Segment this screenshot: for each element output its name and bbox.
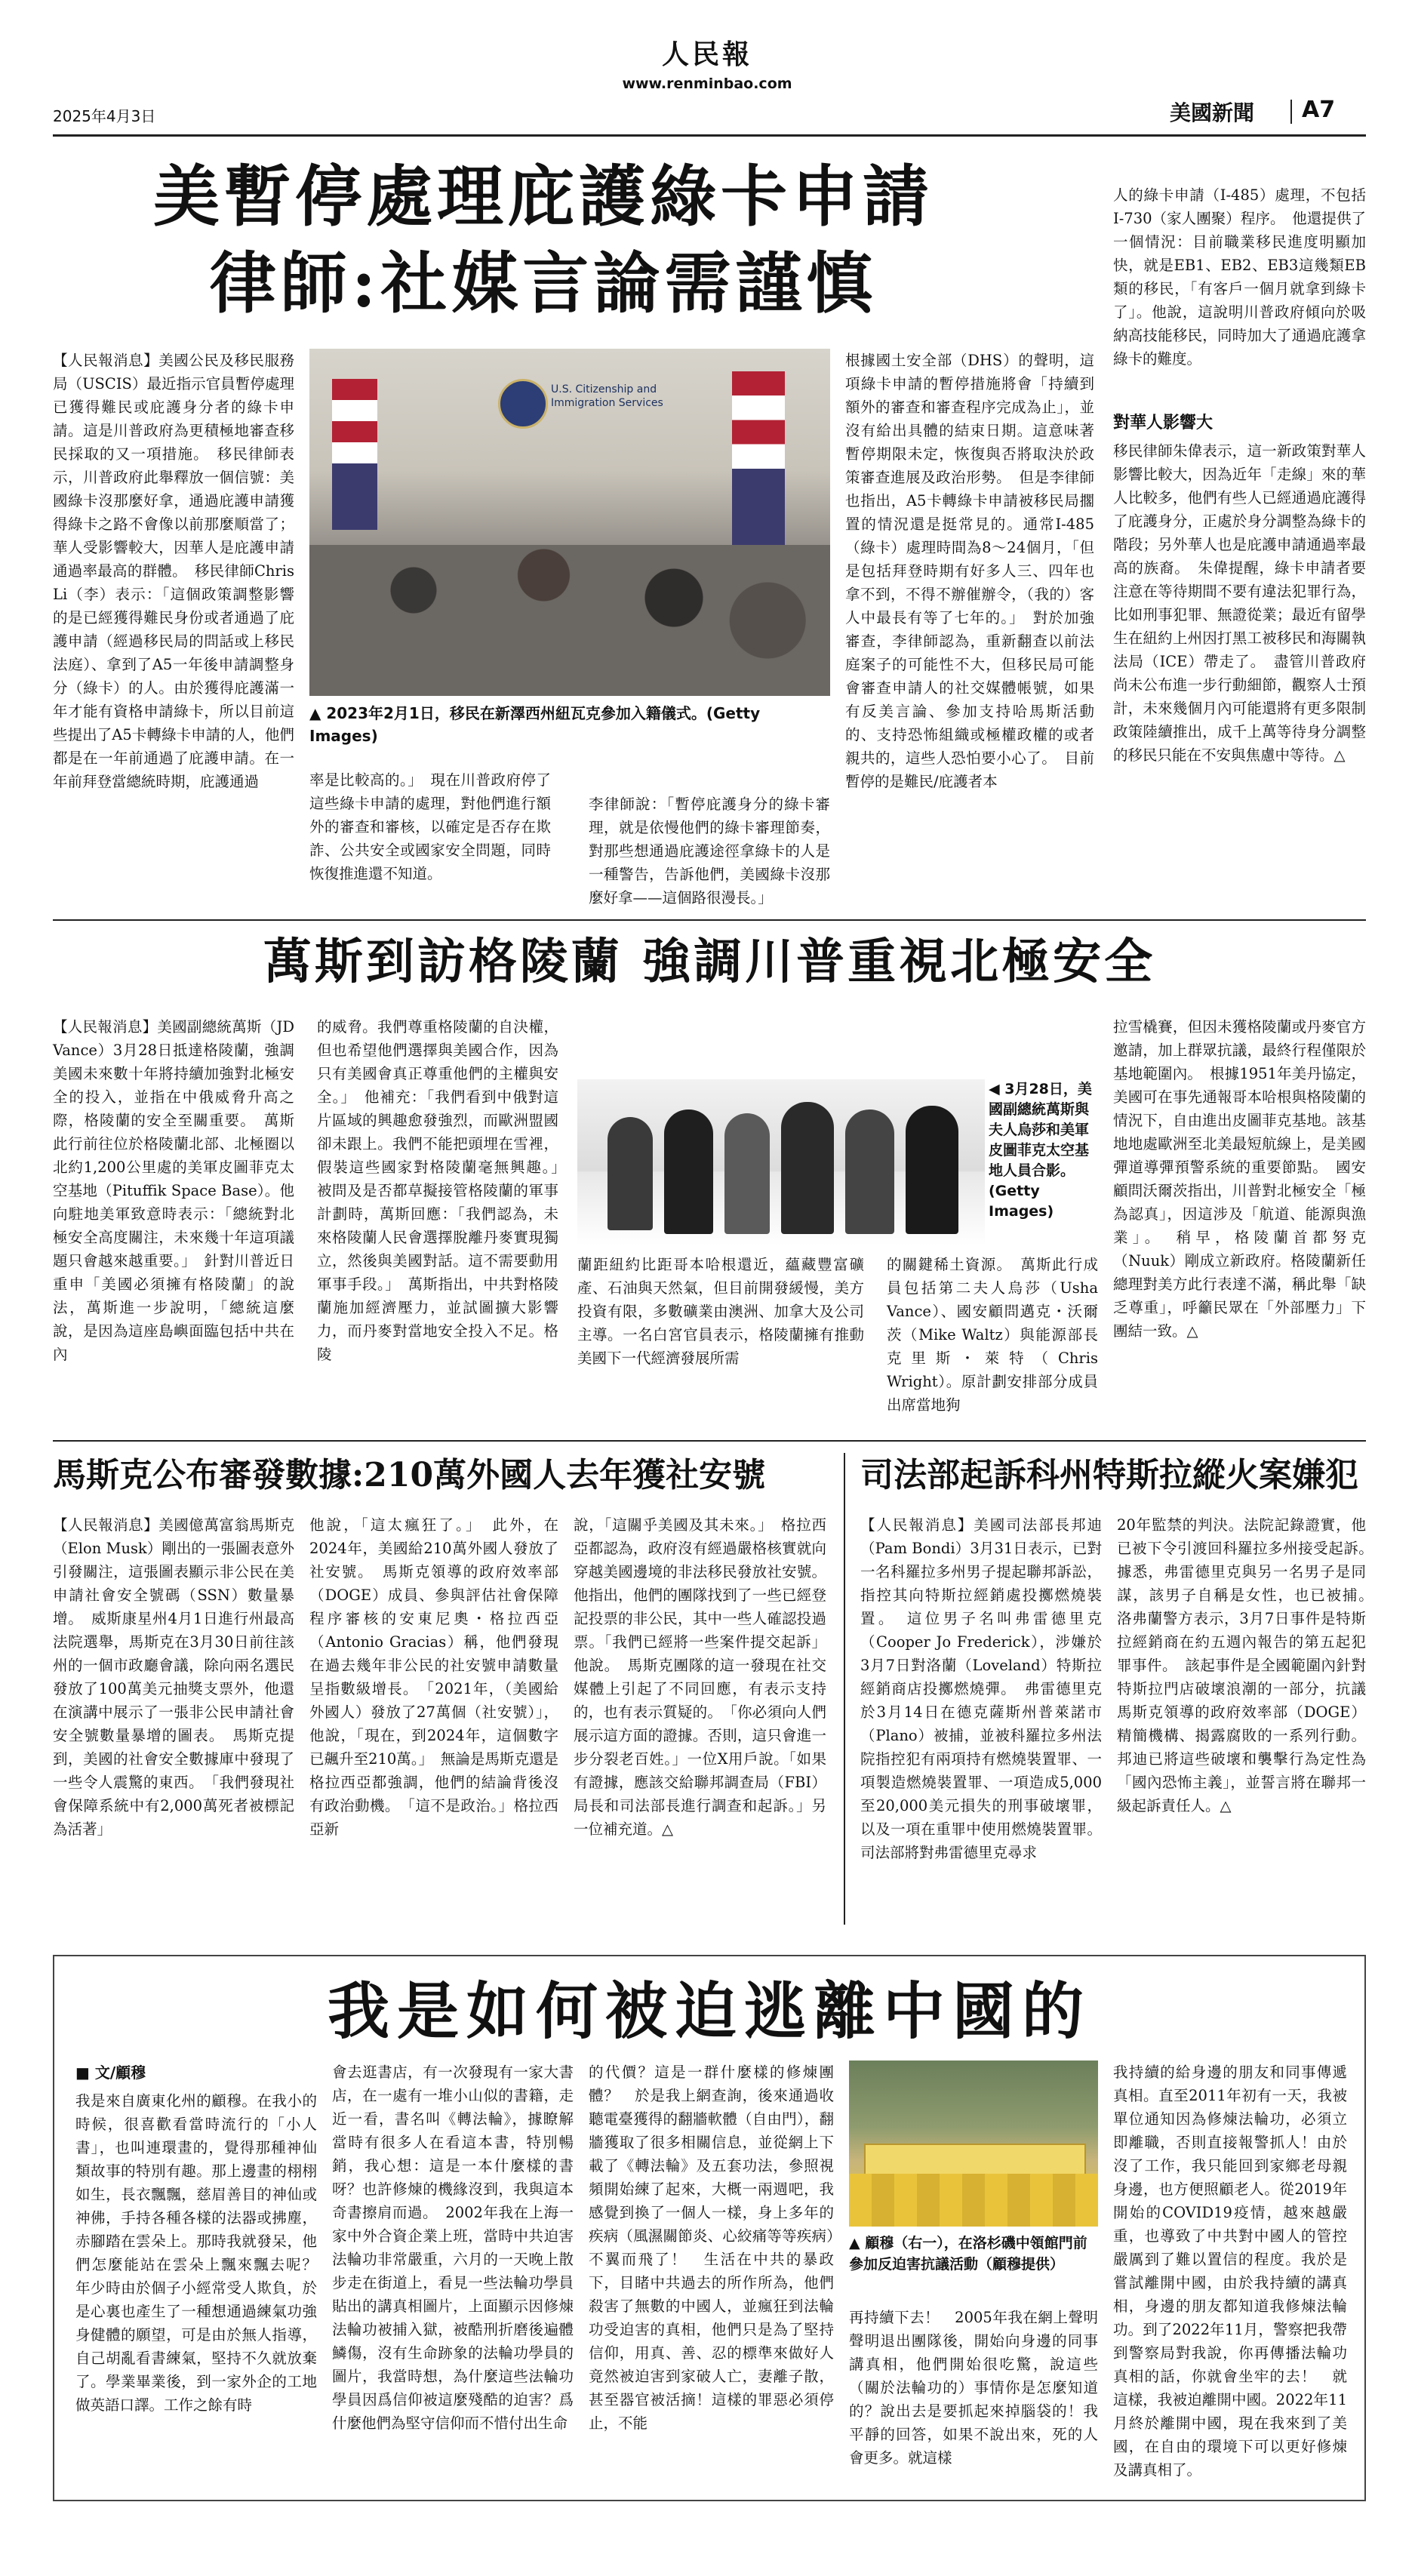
flag-left bbox=[332, 379, 377, 530]
masthead: 人民報 bbox=[661, 38, 752, 70]
issue-date: 2025年4月3日 bbox=[53, 107, 156, 125]
article1-bottom-rule bbox=[53, 919, 1366, 921]
article3-col2-text: 他說，「這太瘋狂了。」 此外，在2024年，美國給210萬外國人發放了社安號。 馬斯克領導的政府效率部（DOGE）成員、參與評估社會保障程序審核的安東尼奧・格拉西亞（Antonio Gracias）稱，他們發現在過去幾年非公民的社安號申請數量呈指數級增長。 「2021年，（美國給外國人）發放了27萬個（社安號）」，他說，「現在，到2024年，這個數字已飆升至210萬。」 無論是馬斯克還是格拉西亞都強調，他們的結論背後沒有政治動機。 「這不是政治。」格拉西亞新 bbox=[309, 1516, 558, 1838]
article1-col2a-text: 率是比較高的。」 現在川普政府停了這些綠卡申請的處理，對他們進行額外的審查和審核，以確定是否存在欺詐、公共安全或國家安全問題，同時恢復推進還不知道。 bbox=[309, 771, 551, 882]
article2-col2-text: 的威脅。我們尊重格陵蘭的自決權，但也希望他們選擇與美國合作，因為只有美國會真正尊重他們的主權與安全。」 他補充：「我們看到中俄對這片區域的興趣愈發強烈，而歐洲盟國卻未跟上。我們不能把頭埋在雪裡，假裝這些國家對格陵蘭毫無興趣。」 被問及是否都草擬接管格陵蘭的軍事計劃時，萬斯回應：「我們認為，未來格陵蘭人民會選擇脫離丹麥實現獨立，然後與美國對話。這不需要動用軍事手段。」 萬斯指出，中共對格陵蘭施加經濟壓力，並試圖擴大影響力，而丹麥對當地安全投入不足。格陵 bbox=[317, 1018, 574, 1363]
article4-col1-text: 【人民報消息】美國司法部長邦迪（Pam Bondi）3月31日表示，已對一名科羅拉多州男子提起聯邦訴訟，指控其向特斯拉經銷處投擲燃燒裝置。 這位男子名叫弗雷德里克（Cooper Jo Frederick），涉嫌於3月7日對洛蘭（Loveland）特斯拉經銷商店投擲燃燒彈。 弗雷德里克於3月14日在德克薩斯州普萊諾市（Plano）被捕，並被科羅拉多州法院指控犯有兩項持有燃燒裝置罪、一項製造燃燒裝置罪、一項造成5,000至20,000美元損失的刑事破壞罪，以及一項在重罪中使用燃燒裝置罪。司法部將對弗雷德里克尋求 bbox=[860, 1516, 1102, 1861]
article2-col3-text: 蘭距紐約比距哥本哈根還近，蘊藏豐富礦產、石油與天然氣，但目前開發緩慢，美方投資有限，多數礦業由澳洲、加拿大及公司主導。一名白宮官員表示，格陵蘭擁有推動美國下一代經濟發展所需 bbox=[577, 1256, 864, 1367]
article1-photo-caption: ▲ 2023年2月1日，移民在新澤西州紐瓦克參加入籍儀式。(Getty Images) bbox=[309, 704, 761, 745]
article1-col4 bbox=[1113, 183, 1366, 395]
article1-col3-text: 根據國土安全部（DHS）的聲明，這項綠卡申請的暫停措施將會「持續到額外的審查和審查程序完成為止」，並沒有給出具體的結束日期。這意味著暫停期限未定，恢復與否將取決於政策審查進展及政治形勢。 但是李律師也指出，A5卡轉綠卡申請被移民局擱置的情況還是挺常見的。通常I-485（綠卡）處理時間為8～24個月，「但是包括拜登時期有好多人三、四年也拿不到，不得不辦催辦令，（我的）客人中最長有等了七年的。」 對於加強審查，李律師認為，重新翻查以前法庭案子的可能性不大，但移民局可能會審查申請人的社交媒體帳號，如果有反美言論、參加支持哈馬斯活動的、支持恐怖組織或極權政權的或者親共的，這些人恐怕要小心了。 目前暫停的是難民/庇護者本 bbox=[845, 352, 1094, 790]
seal-icon bbox=[498, 379, 548, 429]
article3-col3-text: 說，「這關乎美國及其未來。」 格拉西亞都認為，政府沒有經過嚴格核實就向穿越美國邊境的非法移民發放社安號。他指出，他們的團隊找到了一些已經登記投票的非公民，其中一些人確認投過票。「我們已經將一些案件提交起訴」他說。 馬斯克團隊的這一發現在社交媒體上引起了不同回應，有表示支持的，也有表示質疑的。 「你必須向人們展示這方面的證據。否則，這只會進一步分裂老百姓。」一位X用戶說。「如果有證據，應該交給聯邦調查局（FBI）局長和司法部長進行調查和起訴。」另一位補充道。△ bbox=[574, 1516, 826, 1838]
banner bbox=[864, 2144, 1086, 2177]
article3-col3 bbox=[574, 1513, 826, 1925]
article2-bottom-rule bbox=[53, 1440, 1366, 1442]
article5-col5 bbox=[1113, 2060, 1347, 2482]
article4-col2 bbox=[1117, 1513, 1381, 1925]
section-divider bbox=[1290, 100, 1292, 124]
protesters bbox=[849, 2174, 1098, 2227]
article1-headline-line2: 律師:社媒言論需謹慎 bbox=[209, 244, 878, 322]
article2-col5 bbox=[1113, 1015, 1366, 1430]
seated-crowd bbox=[309, 545, 830, 696]
article1-col3 bbox=[845, 349, 1094, 912]
article2-col5-text: 拉雪橇賽，但因未獲格陵蘭或丹麥官方邀請，加上群眾抗議，最終行程僅限於基地範圍內。 根據1951年美丹協定，美國可在事先通報哥本哈根與格陵蘭的情況下，自由進出皮圖菲克基地。該基地地處歐洲至北美最短航線上，是美國彈道導彈預警系統的重要節點。 國安顧問沃爾茨指出，川普對北極安全「極為認真」，因這涉及「航道、能源與漁業」。 稍早，格陵蘭首都努克（Nuuk）剛成立新政府。格陵蘭新任總理對美方此行表達不滿，稱此舉「缺乏尊重」，呼籲民眾在「外部壓力」下團結一致。△ bbox=[1113, 1018, 1366, 1340]
article2-col1-text: 【人民報消息】美國副總統萬斯（JD Vance）3月28日抵達格陵蘭，強調美國未來數十年將持續加強對北極安全的投入，並指在中俄威脅升高之際，格陵蘭的安全至關重要。 萬斯此行前往位於格陵蘭北部、北極圈以北約1,200公里處的美軍皮圖菲克太空基地（Pituffik Space Base）。他向駐地美軍致意時表示：「總統對北極安全高度關注，未來幾十年這項議題只會越來越重要。」 針對川普近日重申「美國必須擁有格陵蘭」的說法，萬斯進一步說明，「總統這麼說，是因為這座島嶼面臨包括中共在內 bbox=[53, 1018, 294, 1363]
article5-byline: ■ 文/顧穆 bbox=[75, 2064, 146, 2082]
article2-col2 bbox=[317, 1015, 574, 1430]
article-divider-vertical bbox=[844, 1453, 845, 1925]
uscis-sign: U.S. Citizenship and Immigration Services bbox=[551, 383, 663, 409]
article5-photo-caption: ▲ 顧穆（右一），在洛杉磯中領館門前參加反迫害抗議活動（顧穆提供） bbox=[849, 2235, 1087, 2273]
article1-col4b bbox=[1113, 439, 1366, 912]
article1-col2b-text: 李律師說：「暫停庇護身分的綠卡審理，就是依慢他們的綠卡審理節奏，對那些想通過庇護途徑拿綠卡的人是一種警告，告訴他們，美國綠卡沒那麼好拿——這個路很漫長。」 bbox=[589, 796, 830, 906]
article2-photo-caption: ◀ 3月28日，美國副總統萬斯與夫人烏莎和美軍皮圖菲克太空基地人員合影。(Getty Images) bbox=[989, 1081, 1092, 1220]
person-5 bbox=[845, 1109, 894, 1234]
person-3 bbox=[724, 1113, 770, 1234]
article1-col2a bbox=[309, 768, 551, 912]
article5-col3 bbox=[589, 2060, 834, 2482]
article1-col2b bbox=[589, 792, 830, 912]
article5-col4-text: 再持續下去！ 2005年我在網上聲明聲明退出團隊後，開始向身邊的同事講真相，他們開始很吃驚，說這些（關於法輪功的）事情你是怎麼知道的？說出去是要抓起來掉腦袋的！我平靜的回答，如果不說出來，死的人會更多。就這樣 bbox=[849, 2309, 1098, 2467]
article2-headline: 萬斯到訪格陵蘭 強調川普重視北極安全 bbox=[263, 934, 1156, 990]
article2-col4-text: 的關鍵稀土資源。 萬斯此行成員包括第二夫人烏莎（Usha Vance）、國安顧問邁克・沃爾茨（Mike Waltz）與能源部長克里斯・萊特（Chris Wright）。原計劃安排部分成員出席當地狗 bbox=[887, 1256, 1098, 1414]
article5-headline: 我是如何被迫逃離中國的 bbox=[327, 1975, 1091, 2048]
person-1 bbox=[608, 1117, 653, 1230]
article1-col4b-text: 移民律師朱偉表示，這一新政策對華人影響比較大，因為近年「走線」來的華人比較多，他們有些人已經通過庇護得了庇護身分，正處於身分調整為綠卡的階段；另外華人也是庇護申請通過率最高的族裔。 朱偉提醒，綠卡申請者要注意在等待期間不要有違法犯罪行為，比如刑事犯罪、無證從業；最近有留學生在紐約上州因打黑工被移民和海關執法局（ICE）帶走了。 盡管川普政府尚未公布進一步行動細節，觀察人士預計，未來幾個月內可能還將有更多限制政策陸續推出，成千上萬等待身分調整的移民只能在不安與焦慮中等待。△ bbox=[1113, 442, 1366, 764]
article1-col1 bbox=[53, 349, 294, 912]
article1-subhead: 對華人影響大 bbox=[1113, 414, 1214, 432]
flag-right bbox=[732, 371, 785, 545]
article5-col1 bbox=[75, 2089, 332, 2482]
article2-col1 bbox=[53, 1015, 294, 1430]
article5-col4 bbox=[849, 2306, 1098, 2482]
article1-col4-text: 人的綠卡申請（I-485）處理，不包括I-730（家人團聚）程序。 他還提供了一個情況：目前職業移民進度明顯加快，就是EB1、EB2、EB3這幾類EB類的移民，「有客戶一個月就拿到綠卡了」。他說，這說明川普政府傾向於吸納高技能移民，同時加大了通過庇護拿綠卡的難度。 bbox=[1113, 186, 1366, 368]
immigration-ceremony-photo bbox=[309, 349, 830, 696]
article1-headline-line1: 美暫停處理庇護綠卡申請 bbox=[152, 157, 934, 235]
article4-headline: 司法部起訴科州特斯拉縱火案嫌犯 bbox=[860, 1456, 1358, 1494]
article2-col4 bbox=[887, 1253, 1098, 1430]
article5-col3-text: 的代價？這是一群什麼樣的修煉團體？ 於是我上網查詢，後來通過收聽電臺獲得的翻牆軟體（自由門），翻牆獲取了很多相關信息，並從網上下載了《轉法輪》及五套功法，參照視頻開始練了起來，大概一兩週吧，我感覺到換了一個人一樣，身上多年的疾病（風濕關節炎、心絞痛等等疾病）不翼而飛了！ 生活在中共的暴政下，目睹中共過去的所作所為，他們殺害了無數的中國人，並瘋狂到法輪功受迫害的真相，他們只是為了堅持信仰，用真、善、忍的標準來做好人竟然被迫害到家破人亡，妻離子散，甚至器官被活摘！這樣的罪惡必須停止，不能 bbox=[589, 2064, 834, 2432]
person-4 bbox=[781, 1102, 834, 1234]
article5-col2-text: 會去逛書店，有一次發現有一家大書店，在一處有一堆小山似的書籍，走近一看，書名叫《轉法輪》，據瞭解當時有很多人在看這本書，特別暢銷，我心想：這是一本什麼樣的書呀？也許修煉的機緣沒到，我與這本奇書擦肩而過。 2002年我在上海一家中外合資企業上班，當時中共迫害法輪功非常嚴重，六月的一天晚上散步走在街道上，看見一些法輪功學員貼出的講真相圖片，上面顯示因修煉法輪功被捕入獄，被酷刑折磨後遍體鱗傷，沒有生命跡象的法輪功學員的圖片，我當時想，為什麼這些法輪功學員因爲信仰被這麼殘酷的迫害？爲什麼他們為堅守信仰而不惜付出生命 bbox=[332, 2064, 574, 2432]
article1-col1-text: 【人民報消息】美國公民及移民服務局（USCIS）最近指示官員暫停處理已獲得難民或庇護身分者的綠卡申請。這是川普政府為更積極地審查移民採取的又一項措施。 移民律師表示，川普政府此舉釋放一個信號：美國綠卡沒那麼好拿，通過庇護申請獲得綠卡之路不會像以前那麼順當了；華人受影響較大，因華人是庇護申請通過率最高的群體。 移民律師Chris Li（李）表示：「這個政策調整影響的是已經獲得難民身份或者通過了庇護申請（經過移民局的問話或上移民法庭）、拿到了A5一年後申請調整身分（綠卡）的人。由於獲得庇護滿一年才能有資格申請綠卡，所以目前這些提出了A5卡轉綠卡申請的人，他們都是在一年前通過了庇護申請。在一年前拜登當總統時期，庇護通過 bbox=[53, 352, 294, 790]
person-6 bbox=[906, 1106, 958, 1234]
article3-col2 bbox=[309, 1513, 558, 1925]
article4-col2-text: 20年監禁的判決。法院記錄證實，他已被下令引渡回科羅拉多州接受起訴。 據悉，弗雷德里克與另一名男子是同謀，該男子自稱是女性，也已被捕。 洛弗蘭警方表示，3月7日事件是特斯拉經銷商在約五週內報告的第五起犯罪事件。 該起事件是全國範圍內針對特斯拉門店破壞浪潮的一部分，抗議馬斯克領導的政府效率部（DOGE）精簡機構、揭露腐敗的一系列行動。邦迪已將這些破壞和襲擊行為定性為「國內恐怖主義」，並誓言將在聯邦一級起訴責任人。△ bbox=[1117, 1516, 1381, 1814]
article3-col1-text: 【人民報消息】美國億萬富翁馬斯克（Elon Musk）剛出的一張圖表意外引發關注，這張圖表顯示非公民在美申請社會安全號碼（SSN）數量暴增。 威斯康星州4月1日進行州最高法院選舉，馬斯克在3月30日前往該州的一個市政廳會議，除向兩名選民發放了100萬美元抽獎支票外，他還在演講中展示了一張非公民申請社會安全號數量暴增的圖表。 馬斯克提到，美國的社會安全數據庫中發現了一些令人震驚的東西。 「我們發現社會保障系統中有2,000萬死者被標記為活著」 bbox=[53, 1516, 294, 1838]
person-2 bbox=[664, 1109, 713, 1234]
article5-col5-text: 我持續的給身邊的朋友和同事傳遞真相。直至2011年初有一天，我被單位通知因為修煉法輪功，必須立即離職，否則直接報警抓人！由於沒了工作，我只能回到家鄉老母親身邊，也方便照顧老人。從2019年開始的COVID19疫情，越來越嚴重，也導致了中共對中國人的管控嚴厲到了難以置信的程度。我於是嘗試離開中國，由於我持續的講真相，身邊的朋友都知道我修煉法輪功。到了2022年11月，警察把我帶到警察局對我說，你再傳播法輪功真相的話，你就會坐牢的去！ 就這樣，我被迫離開中國。2022年11月終於離開中國，現在我來到了美國，在自由的環境下可以更好修煉及講真相了。 bbox=[1113, 2064, 1347, 2479]
article3-col1 bbox=[53, 1513, 294, 1925]
article3-headline: 馬斯克公布審發數據:210萬外國人去年獲社安號 bbox=[53, 1456, 766, 1494]
header-rule bbox=[53, 134, 1366, 137]
protest-photo bbox=[849, 2060, 1098, 2227]
website[interactable]: www.renminbao.com bbox=[622, 75, 792, 92]
page-number: A7 bbox=[1302, 97, 1336, 123]
article5-col2 bbox=[332, 2060, 574, 2482]
article2-col3 bbox=[577, 1253, 864, 1430]
section-name: 美國新聞 bbox=[1170, 100, 1255, 125]
vance-greenland-photo bbox=[577, 1079, 985, 1245]
article5-col1-text: 我是來自廣東化州的顧穆。在我小的時候，很喜歡看當時流行的「小人書」，也叫連環畫的，覺得那種神仙類故事的特別有趣。那上邊畫的栩栩如生，長衣飄飄，慈眉善目的神仙或神佛，手持各種各樣的法器或拂塵，赤腳踏在雲朵上。那時我就發呆，他們怎麼能站在雲朵上飄來飄去呢？ 年少時由於個子小經常受人欺負，於是心裏也產生了一種想通過練氣功強身健體的願望，可是由於無人指導，自己胡亂看書練氣，堅持不久就放棄了。學業畢業後，到一家外企的工地做英語口譯。工作之餘有時 bbox=[75, 2092, 332, 2414]
article4-col1 bbox=[860, 1513, 1102, 1925]
